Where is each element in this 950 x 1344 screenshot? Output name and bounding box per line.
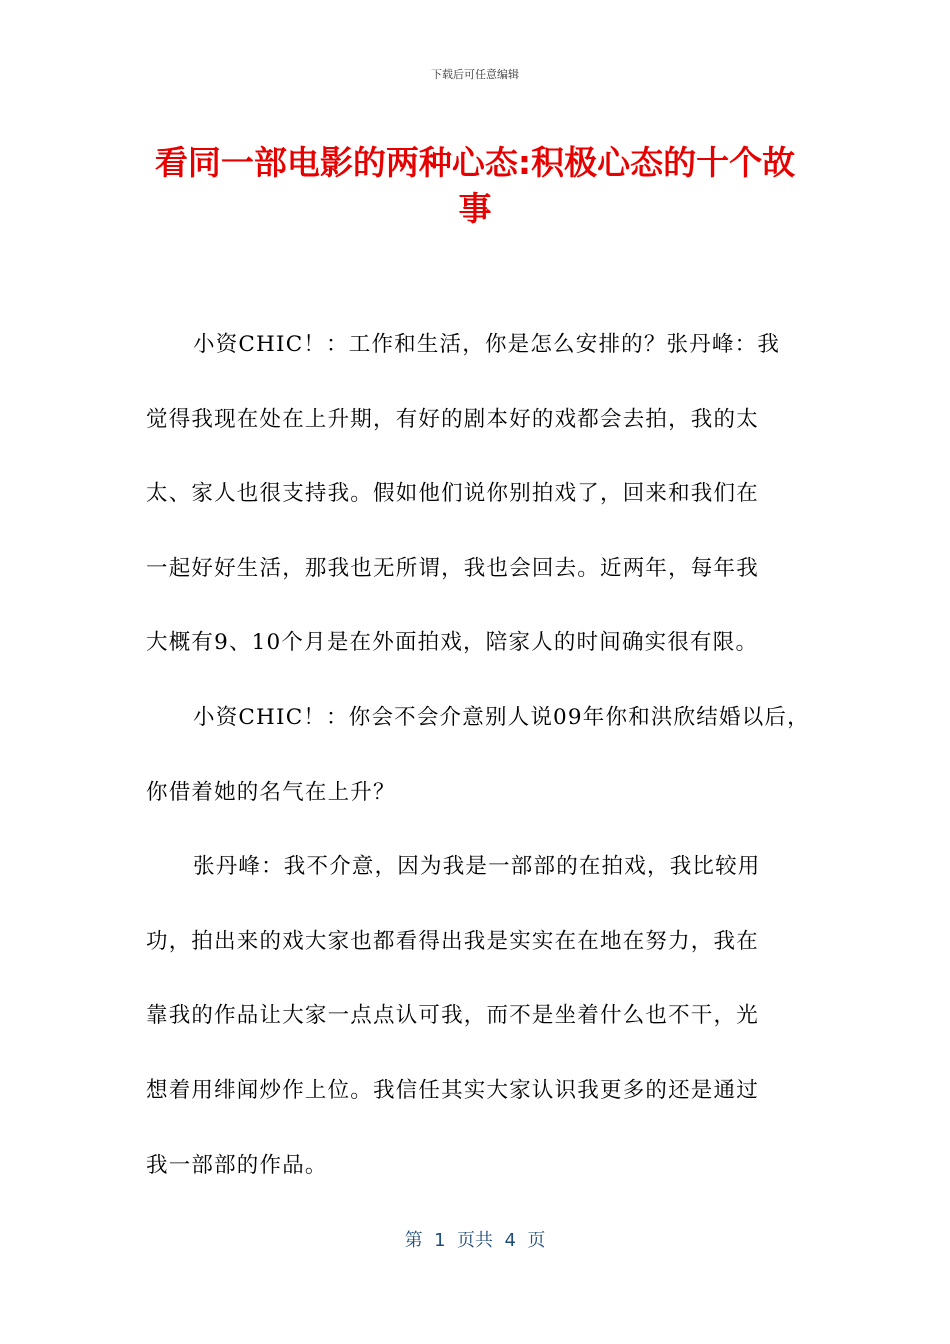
body-line: 功，拍出来的戏大家也都看得出我是实实在在地在努力，我在: [146, 928, 759, 954]
title-line-1: 看同一部电影的两种心态:积极心态的十个故: [154, 143, 796, 182]
title-line-2: 事: [458, 189, 492, 228]
body-line: 靠我的作品让大家一点点认可我，而不是坐着什么也不干，光: [146, 1003, 759, 1029]
body-line: 你借着她的名气在上升？: [146, 779, 396, 805]
body-line: 太、家人也很支持我。假如他们说你别拍戏了，回来和我们在: [146, 481, 759, 507]
download-note: 下载后可任意编辑: [431, 68, 519, 81]
body-line: 小资CHIC！：你会不会介意别人说09年你和洪欣结婚以后，: [193, 704, 810, 730]
page-number: 第 1 页共 4 页: [404, 1230, 546, 1251]
document-title: [140, 140, 810, 232]
body-line: 小资CHIC！：工作和生活，你是怎么安排的？张丹峰：我: [193, 332, 781, 357]
article-body: [146, 322, 826, 1217]
body-line: 觉得我现在处在上升期，有好的剧本好的戏都会去拍，我的太: [146, 406, 759, 432]
body-line: 我一部部的作品。: [146, 1152, 328, 1178]
body-line: 张丹峰：我不介意，因为我是一部部的在拍戏，我比较用: [193, 854, 761, 880]
body-line: 想着用绯闻炒作上位。我信任其实大家认识我更多的还是通过: [146, 1077, 759, 1103]
body-line: 大概有9、10个月是在外面拍戏，陪家人的时间确实很有限。: [146, 630, 759, 656]
body-line: 一起好好生活，那我也无所谓，我也会回去。近两年，每年我: [146, 555, 759, 581]
